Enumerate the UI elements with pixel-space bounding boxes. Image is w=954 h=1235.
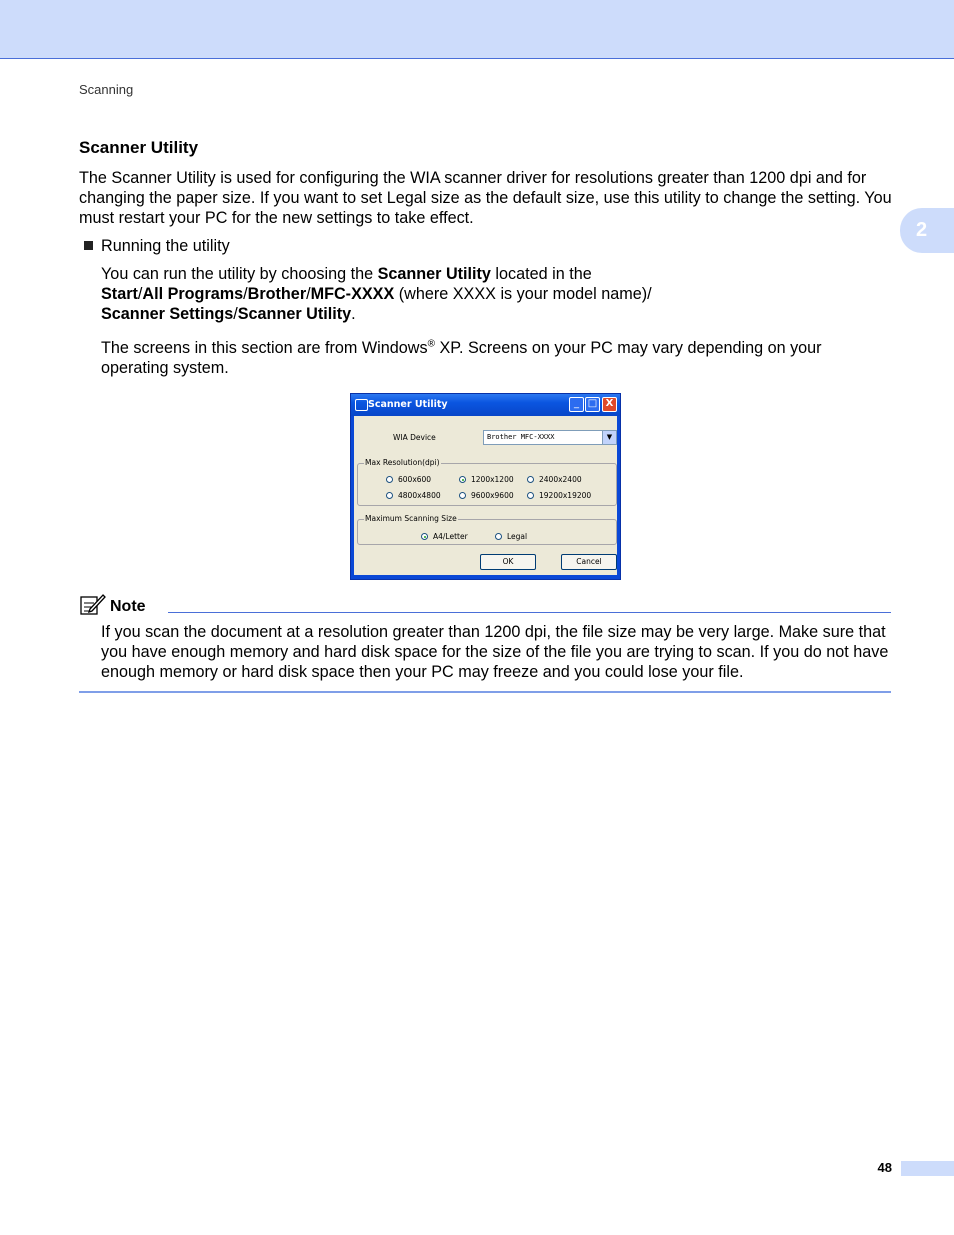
- note-bottom-rule: [79, 691, 891, 693]
- scanner-utility-dialog: [350, 393, 621, 580]
- menu-path-part: MFC-XXXX: [310, 285, 395, 303]
- text-run: XP. Screens on your PC may vary depending on your operating system.: [101, 339, 822, 377]
- note-title: Note: [110, 598, 146, 615]
- radio-label: Legal: [507, 532, 528, 541]
- text-run: You can run the utility by choosing the: [101, 265, 378, 283]
- scanner-app-icon: [355, 399, 368, 411]
- chevron-down-icon[interactable]: ▼: [602, 431, 616, 444]
- radio-indicator[interactable]: [495, 533, 502, 540]
- radio-label: 19200x19200: [539, 491, 592, 500]
- header-band: [0, 0, 954, 59]
- text-run: (where XXXX is your model name)/: [394, 285, 652, 303]
- path-separator: /: [137, 285, 143, 303]
- note-top-rule: [168, 612, 891, 613]
- menu-path-part: Scanner Settings: [101, 305, 234, 323]
- close-button[interactable]: X: [602, 397, 617, 412]
- wia-device-label: WIA Device: [393, 433, 436, 442]
- radio-resolution-4800[interactable]: [386, 491, 441, 500]
- path-separator: /: [233, 305, 238, 323]
- dialog-client-area: [354, 416, 617, 575]
- max-scanning-size-group: [357, 514, 617, 545]
- maximize-button[interactable]: □: [585, 397, 600, 412]
- radio-label: A4/Letter: [433, 532, 468, 541]
- menu-path-part: All Programs: [142, 285, 244, 303]
- radio-resolution-1200[interactable]: [459, 475, 514, 484]
- dialog-title: Scanner Utility: [368, 399, 448, 410]
- wia-device-value: Brother MFC-XXXX: [487, 433, 555, 441]
- radio-resolution-600[interactable]: [386, 475, 431, 484]
- minimize-button[interactable]: _: [569, 397, 584, 412]
- menu-path-part: Start: [101, 285, 138, 303]
- path-separator: /: [306, 285, 311, 303]
- radio-label: 2400x2400: [539, 475, 582, 484]
- radio-resolution-9600[interactable]: [459, 491, 514, 500]
- radio-resolution-2400[interactable]: [527, 475, 582, 484]
- radio-label: 600x600: [398, 475, 432, 484]
- text-run: .: [351, 305, 356, 323]
- radio-size-a4-letter[interactable]: [421, 532, 468, 541]
- footer-band: [901, 1161, 954, 1176]
- wia-device-select[interactable]: [483, 430, 617, 445]
- screens-paragraph: [101, 338, 891, 378]
- text-run: located in the: [490, 265, 592, 283]
- cancel-button[interactable]: Cancel: [561, 554, 617, 570]
- radio-indicator[interactable]: [421, 533, 428, 540]
- radio-resolution-19200[interactable]: [527, 491, 591, 500]
- dialog-titlebar: [351, 394, 620, 416]
- chapter-tab: 2: [900, 208, 954, 253]
- radio-indicator[interactable]: [527, 476, 534, 483]
- radio-indicator[interactable]: [459, 476, 466, 483]
- radio-indicator[interactable]: [527, 492, 534, 499]
- menu-path-part: Scanner Utility: [377, 265, 491, 283]
- text-run: The screens in this section are from Windows: [101, 339, 428, 357]
- radio-label: 4800x4800: [398, 491, 441, 500]
- registered-mark: ®: [427, 338, 435, 350]
- path-separator: /: [243, 285, 248, 303]
- menu-path-part: Brother: [247, 285, 307, 303]
- max-resolution-label: Max Resolution(dpi): [365, 458, 440, 467]
- radio-indicator[interactable]: [386, 492, 393, 499]
- max-resolution-group: [357, 458, 617, 506]
- radio-indicator[interactable]: [459, 492, 466, 499]
- radio-label: 9600x9600: [471, 491, 514, 500]
- bullet-square-icon: [84, 241, 93, 250]
- note-text: If you scan the document at a resolution greater than 1200 dpi, the file size may be very large. Make sure that you have enough memory and hard disk space for the size of the file you are trying to scan. If you do not have enough memory or hard disk space then your PC may freeze and you could lose your file.: [101, 623, 889, 681]
- ok-button[interactable]: OK: [480, 554, 536, 570]
- note-pencil-icon: [80, 594, 106, 616]
- radio-size-legal[interactable]: [495, 532, 527, 541]
- bullet-item: [84, 236, 230, 256]
- radio-label: 1200x1200: [471, 475, 514, 484]
- intro-paragraph: The Scanner Utility is used for configuring the WIA scanner driver for resolutions greater than 1200 dpi and for changing the paper size. If you want to set Legal size as the default size, use this utility to change the setting. You must restart your PC for the new settings to take effect.: [79, 169, 892, 227]
- running-head: Scanning: [79, 82, 134, 97]
- max-scanning-size-label: Maximum Scanning Size: [365, 514, 457, 523]
- radio-indicator[interactable]: [386, 476, 393, 483]
- menu-path-part: Scanner Utility: [237, 305, 352, 323]
- run-instructions: [101, 264, 891, 324]
- section-title: Scanner Utility: [79, 138, 199, 157]
- page-number: 48: [877, 1160, 892, 1175]
- bullet-label: Running the utility: [101, 237, 230, 255]
